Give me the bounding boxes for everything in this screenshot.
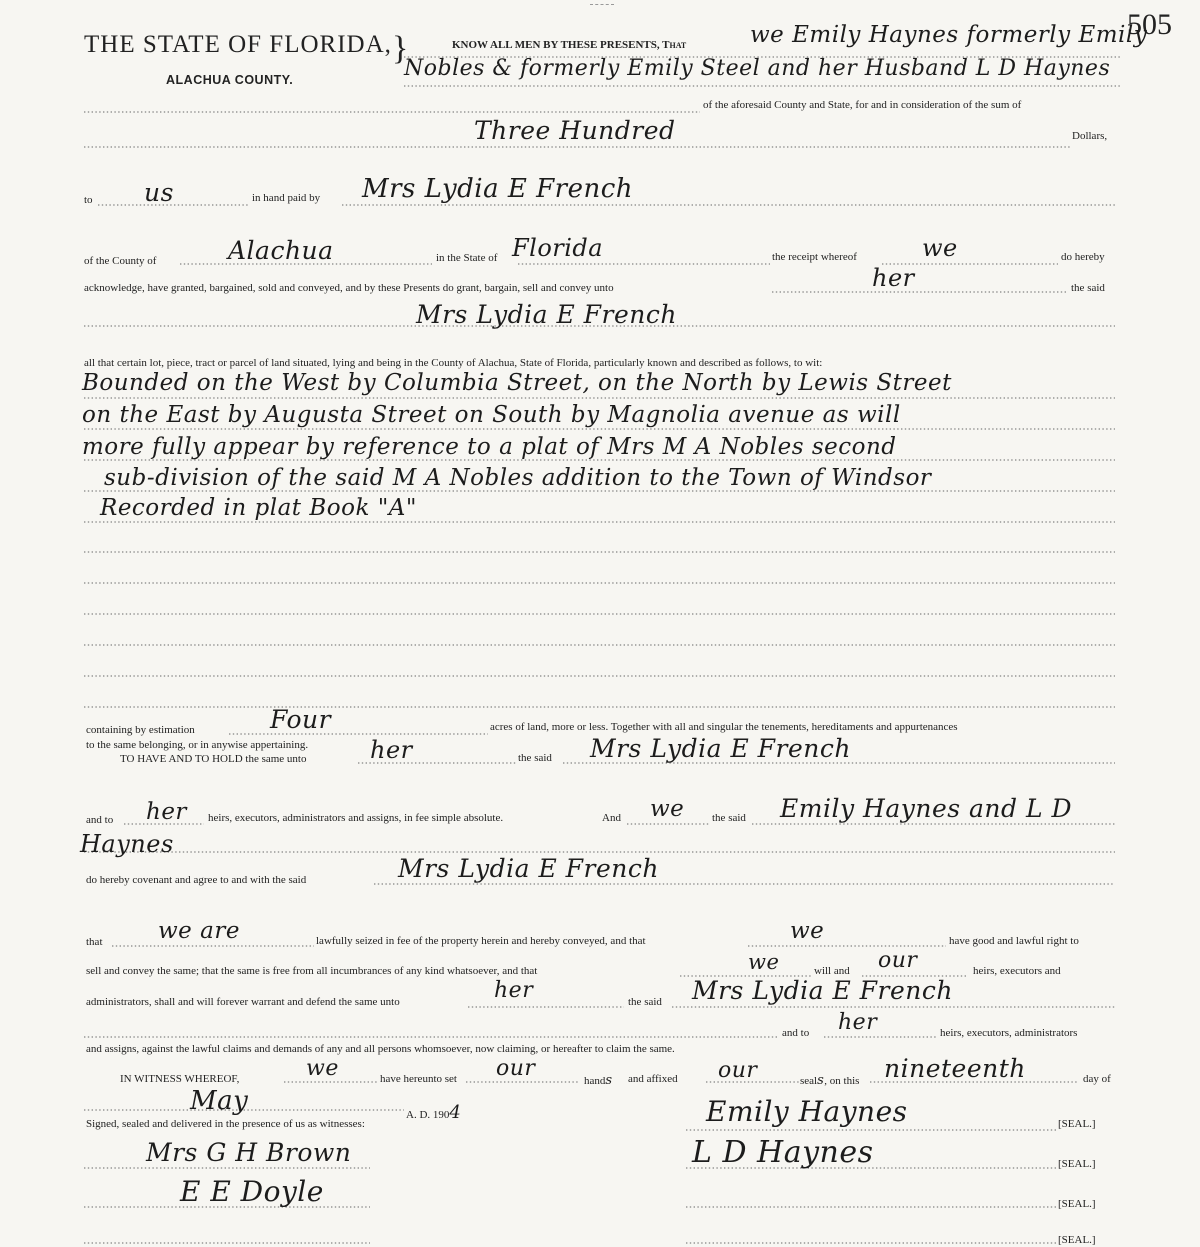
admin-the-said: the said [628,996,662,1008]
hand-suffix: s [605,1073,613,1088]
affixed-text: and affixed [628,1073,678,1085]
day-of-label: day of [1083,1073,1111,1085]
land-line1: Bounded on the West by Columbia Street, on the North by Lewis Street [82,370,952,396]
hands-value: our [496,1056,536,1081]
will-value: our [878,948,918,973]
land-line3: more fully appear by reference to a plat of Mrs M A Nobles second [82,434,897,460]
to-have-value: her [370,736,413,764]
witness-label: IN WITNESS WHEREOF, [120,1073,240,1085]
seal-label [800,1074,859,1087]
acknowledge-text: acknowledge, have granted, bargained, sold and conveyed, and by these Presents do grant, bargain, sell and convey unto [84,282,614,294]
do-hereby-label: do hereby [1061,251,1105,263]
grantors-line1: we Emily Haynes formerly Emily [750,22,1148,48]
seized-value: we [790,918,825,944]
dollars-label: Dollars, [1072,130,1108,142]
seal-4: [SEAL.] [1058,1234,1096,1246]
year-digit: 4 [449,1102,462,1123]
unto-value: her [872,264,915,292]
acres-text: acres of land, more or less. Together with all and singular the tenements, hereditaments and appurtenances [490,721,958,733]
and-to-value: her [146,799,187,825]
paid-by-value: Mrs Lydia E French [362,174,634,204]
grantee-name: Mrs Lydia E French [416,300,677,329]
county-heading: ALACHUA COUNTY. [166,73,294,87]
heirs-names-line2: Haynes [80,830,174,858]
acres-value: Four [270,705,332,734]
heirs-exec-admin-text: heirs, executors, administrators [940,1027,1078,1039]
consideration-amount: Three Hundred [474,116,676,145]
seal-2: [SEAL.] [1058,1158,1096,1170]
ad-label [406,1104,461,1122]
to-have-the-said: the said [518,752,552,764]
to-have-name: Mrs Lydia E French [590,734,851,763]
state-of-label: in the State of [436,252,498,264]
signature-emily-haynes: Emily Haynes [706,1095,908,1128]
seal-1: [SEAL.] [1058,1118,1096,1130]
and-label: And [602,812,621,824]
land-line5: Recorded in plat Book "A" [100,495,417,521]
and-to-label: and to [86,814,114,826]
estimation-label: containing by estimation [86,724,195,736]
receipt-label: the receipt whereof [772,251,857,263]
that-label: that [86,936,103,948]
will-and-label: will and [814,965,850,977]
hand-word: hand [584,1075,606,1087]
warranty-and-to: and to [782,1027,810,1039]
witness-signature-1: Mrs G H Brown [146,1138,352,1167]
on-this-text: , on this [824,1075,860,1087]
seized-text: lawfully seized in fee of the property herein and hereby conveyed, and that [316,935,646,947]
county-of-label: of the County of [84,255,157,267]
signed-text: Signed, sealed and delivered in the presence of us as witnesses: [86,1118,365,1130]
covenant-name: Mrs Lydia E French [398,854,659,883]
admin-name: Mrs Lydia E French [692,976,953,1005]
top-mark [590,4,614,5]
right-text: have good and lawful right to [949,935,1079,947]
admin-text: administrators, shall and will forever warrant and defend the same unto [86,996,400,1008]
page-number: 505 [1127,8,1172,41]
county-value: Alachua [228,236,334,265]
heirs-text: heirs, executors, administrators and assigns, in fee simple absolute. [208,812,504,824]
land-line4: sub-division of the said M A Nobles addition to the Town of Windsor [104,465,932,491]
seals-value: our [718,1058,758,1083]
covenant-text: do hereby covenant and agree to and with the said [86,874,307,886]
land-intro: all that certain lot, piece, tract or parcel of land situated, lying and being in the County of Alachua, State of Florida, particularly known and described as follows, to wit: [84,357,823,369]
header-bracket: } [392,30,409,67]
hand-label [584,1074,613,1087]
state-value: Florida [512,234,604,262]
hereunto-text: have hereunto set [380,1073,457,1085]
heirs-names-line1: Emily Haynes and L D [780,794,1073,823]
heirs-the-said: the said [712,812,746,824]
day-value: nineteenth [884,1054,1026,1083]
land-line2: on the East by Augusta Street on South by Magnolia avenue as will [82,402,901,428]
sell-value: we [748,950,780,974]
admin-value: her [494,978,534,1003]
witness-signature-2: E E Doyle [180,1175,324,1208]
belonging-text: to the same belonging, or in anywise appertaining. [86,739,309,751]
seal-word: seal [800,1075,818,1087]
month-value: May [190,1086,249,1116]
ad-text: A. D. 190 [406,1109,450,1121]
seal-suffix: s [817,1073,825,1088]
that-value: we are [158,918,240,944]
assigns-text: and assigns, against the lawful claims and demands of any and all persons whomsoever, now claiming, or hereafter to claim the same. [86,1043,675,1055]
to-value: us [144,178,174,207]
signature-ld-haynes: L D Haynes [692,1135,874,1170]
grantors-line2: Nobles & formerly Emily Steel and her Husband L D Haynes [404,56,1111,81]
know-all-men-text: KNOW ALL MEN BY THESE PRESENTS, That [452,39,687,51]
to-label: to [84,194,93,206]
and-value: we [650,796,685,822]
warranty-and-to-value: her [838,1010,878,1035]
the-said-label: the said [1071,282,1105,294]
seal-3: [SEAL.] [1058,1198,1096,1210]
witness-value: we [306,1056,339,1081]
paid-by-label: in hand paid by [252,192,321,204]
heirs-exec-text: heirs, executors and [973,965,1061,977]
receipt-value: we [922,234,958,262]
state-heading: THE STATE OF FLORIDA, [84,31,392,58]
sell-text: sell and convey the same; that the same is free from all incumbrances of any kind whatsoever, and that [86,965,538,977]
county-state-text: of the aforesaid County and State, for and in consideration of the sum of [703,99,1022,111]
to-have-label: TO HAVE AND TO HOLD the same unto [120,753,307,765]
